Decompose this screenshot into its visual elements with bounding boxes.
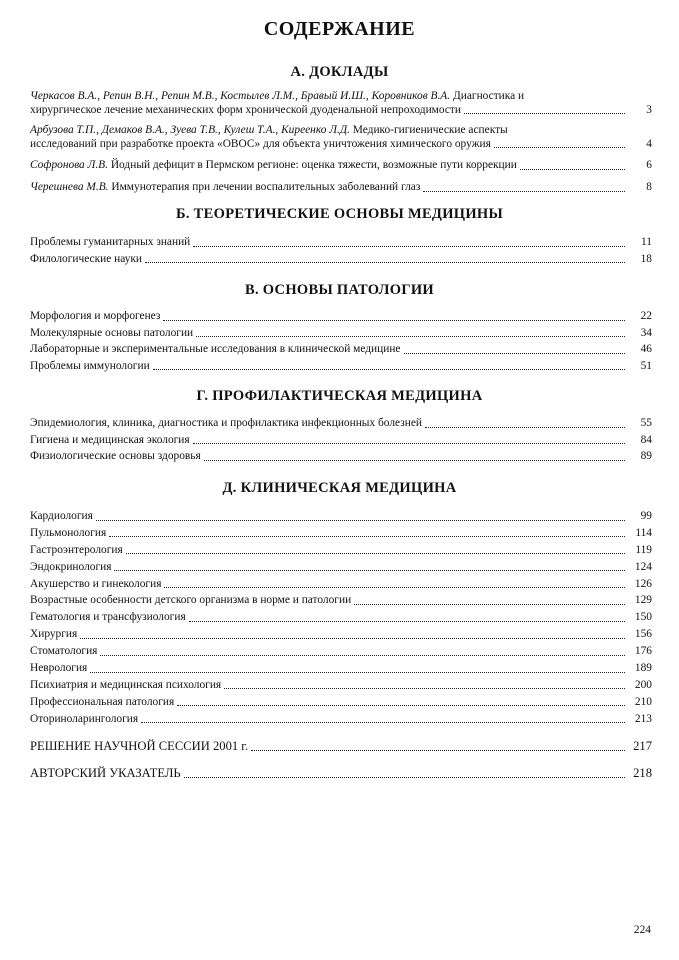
- toc-entry-row: [30, 740, 652, 754]
- page-ref: 4: [646, 137, 652, 150]
- page-ref: 89: [640, 450, 652, 462]
- entry-title: Молекулярные основы патологии: [30, 326, 194, 339]
- page-ref: 22: [640, 310, 652, 322]
- entry-title: Йодный дефицит в Пермском регионе: оценка тяжести, возможные пути коррекции: [107, 159, 517, 171]
- entry-title: Проблемы иммунологии: [30, 359, 150, 372]
- page-ref: 34: [640, 326, 652, 339]
- entry-title: Физиологические основы здоровья: [30, 450, 201, 462]
- entry-title: Хирургия: [30, 628, 78, 641]
- leader-dots: [520, 169, 625, 170]
- page-ref: 218: [633, 766, 652, 780]
- leader-dots: [354, 604, 625, 605]
- page-ref: 114: [635, 526, 652, 539]
- entry-title: Психиатрия и медицинская психология: [30, 678, 222, 691]
- entry-title: Гастроэнтерология: [30, 543, 123, 556]
- toc-entry: [30, 253, 652, 267]
- toc-entry: [30, 628, 652, 642]
- leader-dots: [494, 147, 625, 148]
- leader-dots: [114, 570, 625, 571]
- entry-authors: Черешнева М.В.: [30, 181, 109, 193]
- entry-title: исследований при разработке проекта «ОВОС» для объекта уничтожения химического оружия: [30, 137, 491, 150]
- toc-entry: [30, 578, 652, 592]
- entry-title: Возрастные особенности детского организма в норме и патологии: [30, 594, 352, 607]
- entry-title: Гигиена и медицинская экология: [30, 433, 190, 446]
- page-ref: 217: [633, 739, 652, 753]
- entry-title: Пульмонология: [30, 526, 107, 539]
- toc-entry: [30, 561, 652, 575]
- leader-dots: [404, 353, 626, 354]
- entry-title: Неврология: [30, 662, 88, 675]
- toc-entry: [30, 696, 652, 710]
- toc-entry: [30, 417, 652, 431]
- toc-entry: [30, 450, 652, 464]
- toc-entry: [30, 343, 652, 357]
- entry-title: Морфология и морфогенез: [30, 310, 161, 322]
- leader-dots: [189, 621, 625, 622]
- toc-entry: [30, 327, 652, 341]
- page-ref: 119: [635, 543, 652, 556]
- entry-line: [30, 138, 652, 152]
- leader-dots: [464, 113, 625, 114]
- page-ref: 51: [640, 359, 652, 372]
- toc-entry: [30, 645, 652, 659]
- toc-entry: [30, 594, 652, 608]
- entry-line: [30, 181, 652, 195]
- entry-authors: Софронова Л.В.: [30, 159, 108, 171]
- toc-entry: [30, 510, 652, 524]
- entry-line: [30, 104, 652, 118]
- page-ref: 55: [640, 417, 652, 429]
- toc-entry-row: [30, 767, 652, 781]
- toc-entry-list: [30, 510, 652, 726]
- toc-entry: [30, 181, 652, 195]
- leader-dots: [80, 638, 625, 639]
- leader-dots: [177, 705, 625, 706]
- leader-dots: [126, 553, 625, 554]
- toc-entry: [30, 236, 652, 250]
- leader-dots: [96, 520, 625, 521]
- entry-title: АВТОРСКИЙ УКАЗАТЕЛЬ: [30, 766, 181, 780]
- leader-dots: [164, 587, 625, 588]
- entry-title: Акушерство и гинекология: [30, 577, 162, 590]
- entry-title: Эпидемиология, клиника, диагностика и профилактика инфекционных болезней: [30, 417, 422, 429]
- page-ref: 126: [634, 577, 652, 590]
- section-heading-d: Д. КЛИНИЧЕСКАЯ МЕДИЦИНА: [222, 480, 457, 496]
- toc-entry: [30, 679, 652, 693]
- leader-dots: [109, 536, 625, 537]
- entry-authors: Арбузова Т.П., Демаков В.А., Зуева Т.В., Кулеш Т.А., Киреенко Л.Д.: [30, 124, 350, 136]
- toc-entry: [30, 662, 652, 676]
- section-heading-v: В. ОСНОВЫ ПАТОЛОГИИ: [244, 282, 435, 298]
- section-heading-a: А. ДОКЛАДЫ: [290, 64, 389, 80]
- page-ref: 11: [641, 236, 652, 248]
- entry-title: Проблемы гуманитарных знаний: [30, 236, 191, 248]
- entry-title: Гематология и трансфузиология: [30, 611, 186, 624]
- page-ref: 124: [634, 560, 652, 573]
- page-ref: 6: [646, 159, 652, 171]
- entry-authors: Черкасов В.А., Репин В.Н., Репин М.В., Костылев Л.М., Бравый И.Ш., Коровников В.А.: [30, 90, 451, 102]
- page-ref: 3: [646, 103, 652, 116]
- entry-title: Лабораторные и экспериментальные исследования в клинической медицине: [30, 343, 401, 355]
- page-ref: 8: [646, 181, 652, 193]
- toc-entry: [30, 740, 652, 754]
- entry-line: [30, 90, 652, 104]
- entry-title: Оториноларингология: [30, 712, 139, 725]
- page-ref: 99: [640, 510, 652, 522]
- page-ref: 210: [634, 695, 652, 708]
- toc-entry: [30, 544, 652, 558]
- leader-dots: [425, 427, 625, 428]
- leader-dots: [153, 369, 625, 370]
- toc-entry-list: [30, 236, 652, 266]
- leader-dots: [224, 688, 625, 689]
- leader-dots: [141, 722, 625, 723]
- toc-entry: [30, 767, 652, 781]
- entry-title: Диагностика и: [450, 90, 525, 102]
- toc-entry: [30, 124, 652, 151]
- toc-entry-list: [30, 310, 652, 373]
- section-heading-g: Г. ПРОФИЛАКТИЧЕСКАЯ МЕДИЦИНА: [196, 388, 483, 404]
- toc-entry: [30, 434, 652, 448]
- page-ref: 189: [634, 662, 652, 675]
- toc-entry: [30, 310, 652, 324]
- leader-dots: [90, 672, 625, 673]
- leader-dots: [100, 655, 625, 656]
- entry-title: Медико-гигиенические аспекты: [349, 124, 508, 136]
- page-ref: 150: [634, 611, 652, 624]
- toc-entry: [30, 90, 652, 117]
- page-ref: 156: [634, 628, 652, 641]
- page-ref: 213: [634, 712, 652, 725]
- page-number: 224: [633, 924, 651, 936]
- section-heading-b: Б. ТЕОРЕТИЧЕСКИЕ ОСНОВЫ МЕДИЦИНЫ: [175, 206, 504, 222]
- leader-dots: [196, 336, 625, 337]
- page-ref: 200: [634, 678, 652, 691]
- entry-line: [30, 124, 652, 138]
- entry-title: Стоматология: [30, 645, 98, 658]
- entry-title: хирургическое лечение механических форм хронической дуоденальной непроходимости: [30, 103, 461, 116]
- entry-title: Эндокринология: [30, 560, 112, 573]
- leader-dots: [204, 460, 625, 461]
- page-ref: 176: [634, 645, 652, 658]
- toc-entry: [30, 713, 652, 727]
- entry-title: Профессиональная патология: [30, 695, 175, 708]
- toc-entry: [30, 360, 652, 374]
- leader-dots: [184, 777, 625, 778]
- page-ref: 84: [640, 433, 652, 446]
- leader-dots: [251, 750, 625, 751]
- entry-title: Филологические науки: [30, 252, 143, 265]
- leader-dots: [423, 191, 625, 192]
- leader-dots: [163, 320, 625, 321]
- entry-title: Кардиология: [30, 510, 93, 522]
- entry-line: [30, 159, 652, 173]
- leader-dots: [193, 443, 625, 444]
- page-ref: 46: [640, 343, 652, 355]
- entry-title: РЕШЕНИЕ НАУЧНОЙ СЕССИИ 2001 г.: [30, 739, 249, 753]
- page-title: СОДЕРЖАНИЕ: [263, 18, 416, 40]
- leader-dots: [145, 262, 625, 263]
- page-ref: 18: [640, 252, 652, 265]
- toc-entry: [30, 159, 652, 173]
- toc-entry-list: [30, 417, 652, 464]
- page-ref: 129: [634, 594, 652, 607]
- leader-dots: [193, 246, 625, 247]
- entry-title: Иммунотерапия при лечении воспалительных заболеваний глаз: [108, 181, 421, 193]
- toc-entry: [30, 611, 652, 625]
- toc-entry: [30, 527, 652, 541]
